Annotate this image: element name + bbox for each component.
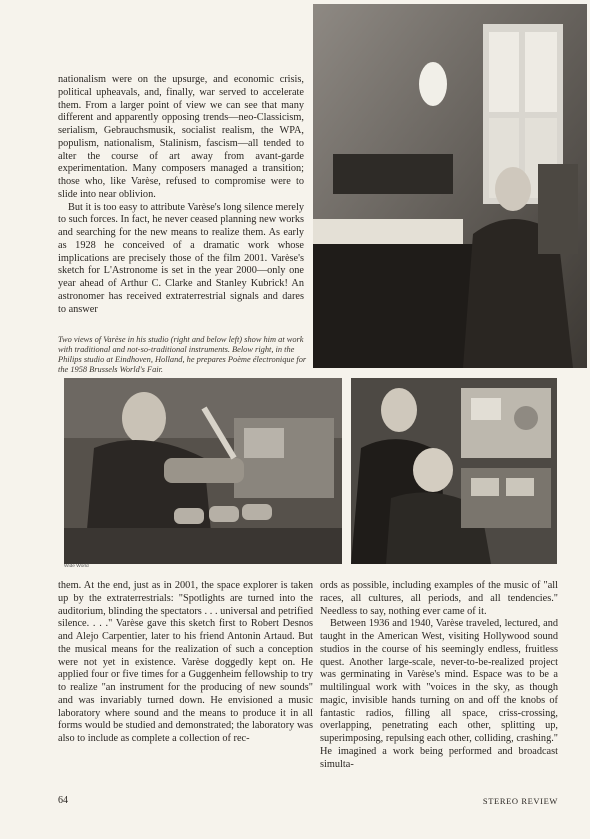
- photo-illustration: [313, 4, 587, 368]
- text-column-bottom-left: [58, 580, 313, 746]
- photo-illustration: [64, 378, 342, 564]
- paragraph: Between 1936 and 1940, Varèse traveled, lectured, and taught in the American West, visiting Hollywood sound studios in the course of his seemingly endless, fruitless quest. Another large-scale, never-to-be-realized project was germinating in Varèse's mind. Espace was to be a multilingual work with "voices in the sky, as though magic, invisible hands turning on and off the knobs of fantastic radios, filling all space, criss-crossing, overlapping, penetrating each other, splitting up, superimposing, repulsing each other, colliding, crashing." He imagined a work being performed and broadcast simulta-: [320, 618, 558, 770]
- photo-illustration: [351, 378, 557, 564]
- paragraph: But it is too easy to attribute Varèse's long silence merely to such forces. In fact, he never ceased planning new works and searching for the new means to realize them. As early as 1928 he conceived of a dramatic work whose implications are precisely those of the film 2001. Varèse's sketch for L'Astronome is set in the year 2000—only one year ahead of Arthur C. Clarke and Stanley Kubrick! An astronomer has received extraterrestrial signals and dares to answer: [58, 201, 304, 315]
- paragraph: ords as possible, including examples of the music of "all races, all cultures, all periods, and all tendencies." Needless to say, nothing ever came of it.: [320, 580, 558, 617]
- text-column-bottom-right: [320, 580, 558, 771]
- photo-caption: Two views of Varèse in his studio (right and below left) show him at work with traditional and not-so-traditional instruments. Below right, in the Philips studio at Eindhoven, Holland, he prepares Poème électronique for the 1958 Brussels World's Fair.: [58, 335, 307, 374]
- paragraph: them. At the end, just as in 2001, the space explorer is taken up by the extraterrestrials: "Spotlights are turned into the auditorium, blinding the spectators . . . universal and petrified silence. . . ." Varèse gave this sketch first to Robert Desnos and Alejo Carpentier, later to his friend Antonin Artaud. But the musical means for the realization of such a conception were not yet in existence. Varèse doggedly kept on. He applied four or five times for a Guggenheim fellowship to try to realize "an instrument for the producing of new sounds" and was invariably turned down. He envisioned a music laboratory where sound and the means to produce it in all forms would be studied and demonstrated; the laboratory was also to include as complete a collection of rec-: [58, 580, 313, 744]
- magazine-name: STEREO REVIEW: [482, 796, 558, 806]
- photo-credit: Wide World: [64, 564, 89, 569]
- photo-varese-with-instruments: [64, 378, 342, 564]
- photo-varese-studio-piano: [313, 4, 587, 368]
- photo-varese-philips-studio: [351, 378, 557, 564]
- text-column-top-left: [58, 74, 304, 316]
- page-number: 64: [58, 795, 68, 806]
- paragraph: nationalism were on the upsurge, and economic crisis, political upheavals, and, finally, war served to accelerate them. From a larger point of view we can see that many different and apparently opposing trends—neo-Classicism, serialism, Gebrauchsmusik, socialist realism, the WPA, populism, nationalism, Stalinism, fascism—all tended to alter the course of art away from avant-garde experimentation. Many composers managed a transition; those who, like Varèse, refused to compromise were to slide into near oblivion.: [58, 74, 304, 200]
